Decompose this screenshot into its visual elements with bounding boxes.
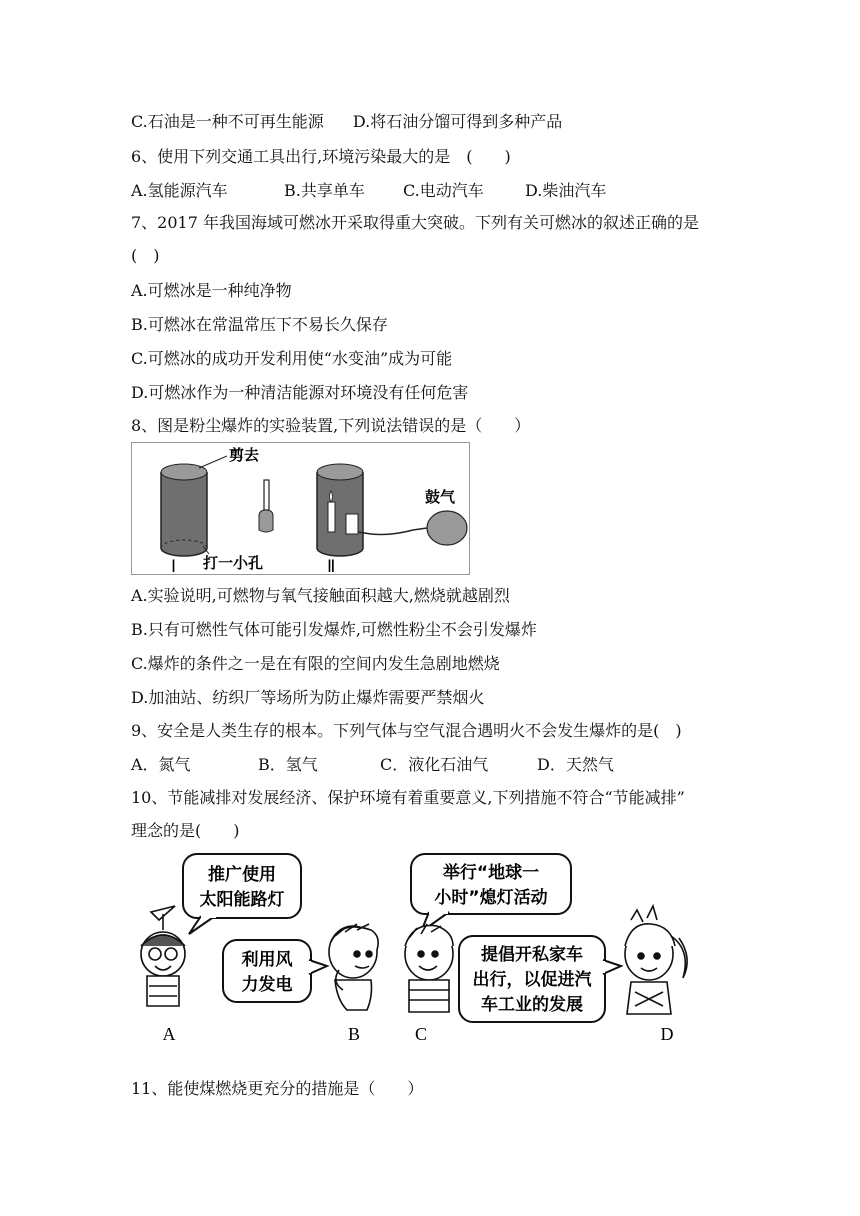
q11-stem: 11、能使煤燃烧更充分的措施是（ ） <box>131 1079 424 1098</box>
label-b: B <box>347 1024 361 1044</box>
bubble-b-line2: 力发电 <box>241 975 293 995</box>
bubble-c-line1: 举行“地球一 <box>442 863 540 883</box>
label-two: Ⅱ <box>327 557 336 576</box>
q9-options-row <box>131 754 614 776</box>
character-c <box>405 924 453 1012</box>
can-one <box>161 464 207 556</box>
q7-stem-bracket: ( ) <box>131 246 160 265</box>
q9-stem: 9、安全是人类生存的根本。下列气体与空气混合遇明火不会发生爆炸的是( ) <box>131 721 682 740</box>
q10-stem: 10、节能减排对发展经济、保护环境有着重要意义,下列措施不符合“节能减排” <box>131 788 685 807</box>
q5-options-row <box>131 111 562 133</box>
q8-stem: 8、图是粉尘爆炸的实验装置,下列说法错误的是（ ） <box>131 416 531 435</box>
q6-option-c: C.电动汽车 <box>403 181 484 200</box>
bubble-c-line2: 小时”熄灯活动 <box>434 888 548 908</box>
bubble-a-line1: 推广使用 <box>208 865 276 885</box>
bubble-d-line2: 出行，以促进汽 <box>472 970 592 990</box>
bubble-b-line1: 利用风 <box>241 950 293 970</box>
q8-option-a: A.实验说明,可燃物与氧气接触面积越大,燃烧就越剧烈 <box>131 586 510 605</box>
character-b <box>329 924 378 1010</box>
q7-option-b: B.可燃冰在常温常压下不易长久保存 <box>131 315 388 334</box>
bubble-b <box>223 940 327 1002</box>
q7-stem: 7、2017 年我国海域可燃冰开采取得重大突破。下列有关可燃冰的叙述正确的是 <box>131 213 699 232</box>
q6-option-a: A.氢能源汽车 <box>131 181 228 200</box>
q9-option-d: D．天然气 <box>537 755 614 774</box>
can-two <box>317 464 363 556</box>
air-bulb <box>427 511 467 545</box>
bubble-d <box>459 936 621 1022</box>
label-a: A <box>162 1024 176 1044</box>
small-bottle <box>259 480 273 532</box>
q10-stem-cont: 理念的是( ) <box>131 821 240 840</box>
q7-option-c: C.可燃冰的成功开发利用使“水变油”成为可能 <box>131 349 453 368</box>
character-a <box>141 906 185 1006</box>
bubble-d-line1: 提倡开私家车 <box>481 945 583 965</box>
q5-option-d: D.将石油分馏可得到多种产品 <box>352 112 563 131</box>
hole-label: 打一小孔 <box>203 554 264 572</box>
q8-option-b: B.只有可燃性气体可能引发爆炸,可燃性粉尘不会引发爆炸 <box>131 620 537 639</box>
q6-stem: 6、使用下列交通工具出行,环境污染最大的是 ( ) <box>131 147 511 166</box>
blow-label: 鼓气 <box>425 488 456 506</box>
bubble-d-line3: 车工业的发展 <box>481 995 583 1015</box>
energy-saving-cartoon-figure <box>131 850 711 1050</box>
q9-option-b: B．氢气 <box>258 755 318 774</box>
q9-option-a: A．氮气 <box>131 755 191 774</box>
character-d <box>625 906 687 1014</box>
cut-label: 剪去 <box>229 446 260 464</box>
label-one: Ⅰ <box>171 557 177 576</box>
q7-option-a: A.可燃冰是一种纯净物 <box>131 281 292 300</box>
label-d: D <box>660 1024 674 1044</box>
bubble-a <box>183 854 301 934</box>
q9-option-c: C．液化石油气 <box>380 755 489 774</box>
q6-option-b: B.共享单车 <box>284 181 365 200</box>
bubble-a-line2: 太阳能路灯 <box>199 890 285 910</box>
q7-option-d: D.可燃冰作为一种清洁能源对环境没有任何危害 <box>131 383 469 402</box>
dust-explosion-apparatus-figure <box>131 442 471 576</box>
bubble-c <box>411 854 571 932</box>
q8-option-c: C.爆炸的条件之一是在有限的空间内发生急剧地燃烧 <box>131 654 500 673</box>
q5-option-c: C.石油是一种不可再生能源 <box>131 112 324 131</box>
q8-option-d: D.加油站、纺织厂等场所为防止爆炸需要严禁烟火 <box>131 688 485 707</box>
label-c: C <box>414 1024 428 1044</box>
q6-options-row <box>131 180 606 202</box>
q6-option-d: D.柴油汽车 <box>525 181 607 200</box>
